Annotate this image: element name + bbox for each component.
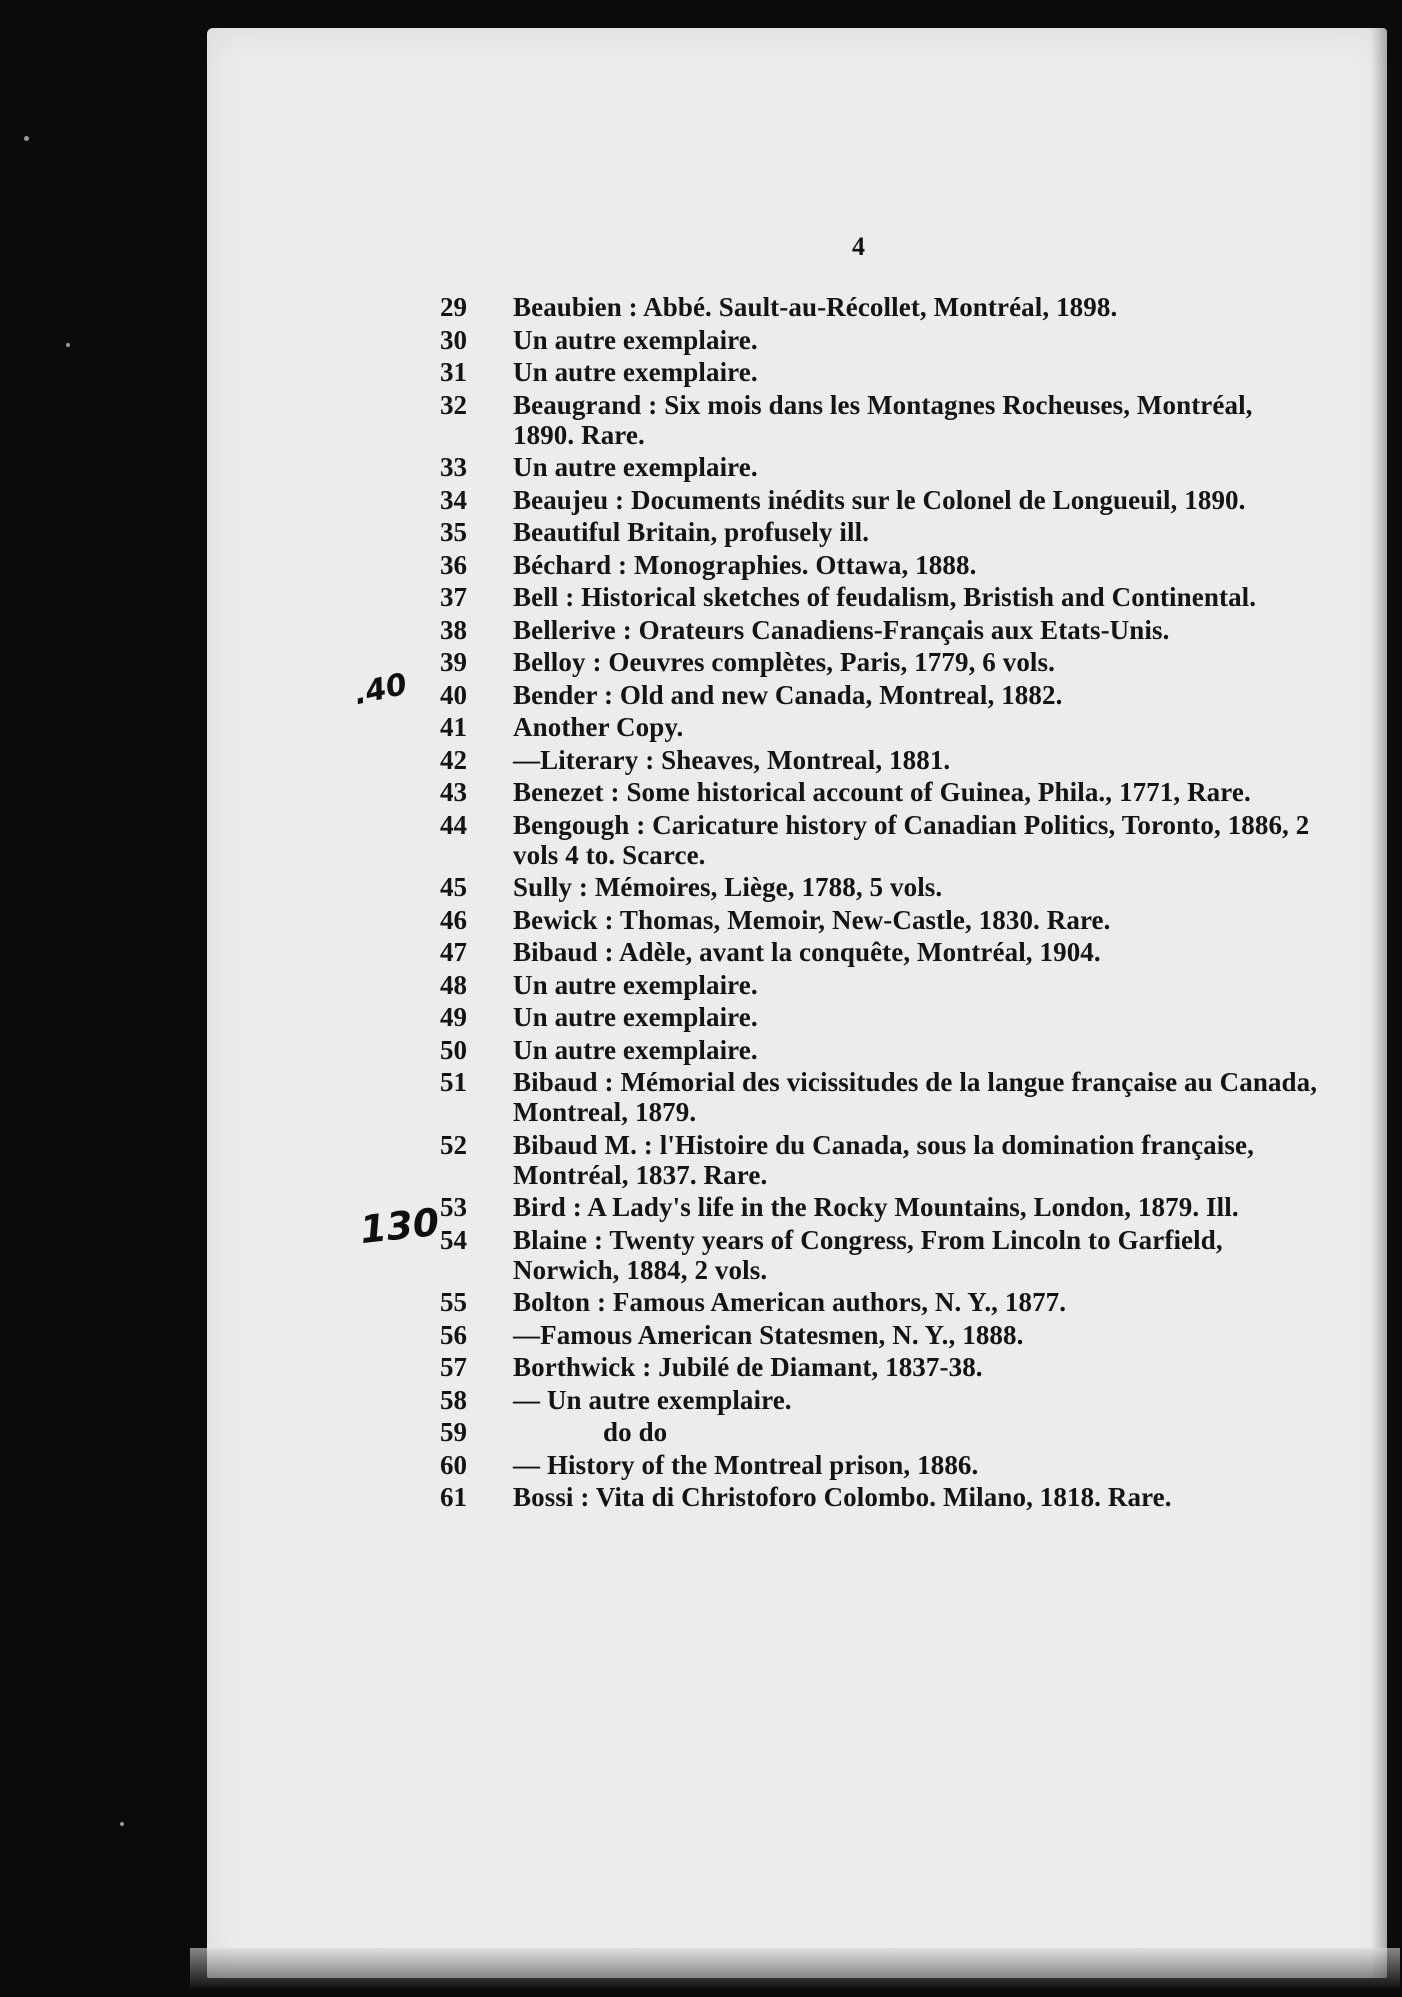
entry-number: 59 <box>440 1417 467 1447</box>
page-bottom-shadow <box>190 1948 1400 1988</box>
entry-number: 57 <box>440 1352 467 1382</box>
entry-text: Bender : Old and new Canada, Montreal, 1882. <box>513 679 1063 710</box>
catalogue-entry <box>440 1450 1320 1480</box>
entry-number: 50 <box>440 1034 467 1065</box>
entry-number: 60 <box>440 1449 467 1480</box>
catalogue-entry <box>440 712 1320 742</box>
catalogue-entry <box>440 1035 1320 1065</box>
entry-text: Benezet : Some historical account of Guinea, Phila., 1771, Rare. <box>513 777 1251 807</box>
catalogue-entry <box>440 1130 1320 1190</box>
entry-text: Un autre exemplaire. <box>513 357 758 387</box>
entry-number: 41 <box>440 712 467 742</box>
catalogue-entry <box>440 357 1320 387</box>
catalogue-entry <box>440 550 1320 580</box>
scan-speck <box>120 1822 124 1826</box>
catalogue-entry <box>440 1352 1320 1382</box>
entry-text: Another Copy. <box>513 712 684 742</box>
entry-number: 55 <box>440 1287 467 1317</box>
entry-text: Beaubien : Abbé. Sault-au-Récollet, Montréal, 1898. <box>513 292 1118 322</box>
entry-number: 42 <box>440 744 467 775</box>
entry-text: Un autre exemplaire. <box>513 969 758 1000</box>
catalogue-entry <box>440 292 1320 322</box>
catalogue-entry <box>440 582 1320 612</box>
entry-number: 61 <box>440 1482 467 1512</box>
entry-text: — Un autre exemplaire. <box>513 1384 792 1415</box>
entry-number: 39 <box>440 647 467 677</box>
entry-text: Bell : Historical sketches of feudalism, Bristish and Continental. <box>513 582 1257 612</box>
entry-number: 33 <box>440 452 467 482</box>
entry-number: 34 <box>440 484 467 515</box>
entry-text: Bibaud : Mémorial des vicissitudes de la langue française au Canada, Montreal, 1879. <box>513 1067 1318 1127</box>
entry-text: Blaine : Twenty years of Congress, From Lincoln to Garfield, Norwich, 1884, 2 vols. <box>513 1224 1223 1285</box>
entry-number: 40 <box>440 679 467 710</box>
entry-number: 52 <box>440 1129 467 1160</box>
catalogue-entry <box>440 872 1320 902</box>
catalogue-entry <box>440 1482 1320 1512</box>
page-number: 4 <box>852 232 865 261</box>
entry-number: 37 <box>440 582 467 612</box>
entry-text: —Literary : Sheaves, Montreal, 1881. <box>513 744 951 775</box>
scan-speck <box>24 136 29 141</box>
entry-text: Béchard : Monographies. Ottawa, 1888. <box>513 549 977 580</box>
entry-text: — History of the Montreal prison, 1886. <box>513 1449 979 1480</box>
entry-number: 53 <box>440 1192 467 1222</box>
catalogue-entry <box>440 1002 1320 1032</box>
entry-text: Sully : Mémoires, Liège, 1788, 5 vols. <box>513 872 943 902</box>
entry-number: 46 <box>440 904 467 935</box>
entry-text: Belloy : Oeuvres complètes, Paris, 1779, 6 vols. <box>513 647 1055 677</box>
entry-text: Bibaud M. : l'Histoire du Canada, sous la domination française, Montréal, 1837. Rare. <box>513 1129 1254 1190</box>
entry-text: Un autre exemplaire. <box>513 1034 758 1065</box>
entry-number: 32 <box>440 389 467 420</box>
catalogue-entry <box>440 615 1320 645</box>
catalogue-entry <box>440 1385 1320 1415</box>
entry-number: 51 <box>440 1067 467 1097</box>
entry-number: 48 <box>440 969 467 1000</box>
catalogue-entry <box>440 485 1320 515</box>
catalogue-entry <box>440 1320 1320 1350</box>
entry-number: 43 <box>440 777 467 807</box>
catalogue-entry <box>440 1417 1320 1447</box>
entry-number: 44 <box>440 809 467 840</box>
entry-number: 35 <box>440 517 467 547</box>
catalogue-entry <box>440 647 1320 677</box>
entry-text: Un autre exemplaire. <box>513 324 758 355</box>
entry-text: Beautiful Britain, profusely ill. <box>513 517 870 547</box>
catalogue-entry <box>440 777 1320 807</box>
entry-number: 38 <box>440 614 467 645</box>
catalogue-entry <box>440 810 1320 870</box>
handwritten-annotation: 130 <box>357 1199 442 1253</box>
catalogue-entry <box>440 1287 1320 1317</box>
catalogue-entry <box>440 390 1320 450</box>
entry-number: 30 <box>440 324 467 355</box>
entry-text: Bellerive : Orateurs Canadiens-Français aux Etats-Unis. <box>513 614 1170 645</box>
entry-number: 29 <box>440 292 467 322</box>
entry-text: Un autre exemplaire. <box>513 452 758 482</box>
catalogue-entry <box>440 452 1320 482</box>
scan-speck <box>66 343 70 347</box>
entry-text: Bibaud : Adèle, avant la conquête, Montréal, 1904. <box>513 937 1101 967</box>
catalogue-entries-list <box>440 292 1320 1515</box>
catalogue-entry <box>440 937 1320 967</box>
entry-number: 49 <box>440 1002 467 1032</box>
entry-text: Bolton : Famous American authors, N. Y., 1877. <box>513 1287 1067 1317</box>
entry-text: do do <box>603 1417 668 1447</box>
catalogue-entry <box>440 970 1320 1000</box>
entry-number: 36 <box>440 549 467 580</box>
catalogue-entry <box>440 325 1320 355</box>
catalogue-entry <box>440 680 1320 710</box>
entry-number: 45 <box>440 872 467 902</box>
entry-number: 54 <box>440 1224 467 1255</box>
entry-text: Beaugrand : Six mois dans les Montagnes Rocheuses, Montréal, 1890. Rare. <box>513 389 1253 450</box>
entry-number: 31 <box>440 357 467 387</box>
entry-text: Borthwick : Jubilé de Diamant, 1837-38. <box>513 1352 983 1382</box>
entry-text: Un autre exemplaire. <box>513 1002 758 1032</box>
entry-text: Bewick : Thomas, Memoir, New-Castle, 1830. Rare. <box>513 904 1111 935</box>
entry-text: —Famous American Statesmen, N. Y., 1888. <box>513 1319 1024 1350</box>
entry-number: 56 <box>440 1319 467 1350</box>
entry-number: 47 <box>440 937 467 967</box>
catalogue-entry <box>440 905 1320 935</box>
handwritten-annotation: .40 <box>350 666 411 713</box>
entry-text: Bossi : Vita di Christoforo Colombo. Milano, 1818. Rare. <box>513 1482 1172 1512</box>
entry-number: 58 <box>440 1384 467 1415</box>
catalogue-entry <box>440 1067 1320 1127</box>
catalogue-entry <box>440 1192 1320 1222</box>
catalogue-entry <box>440 1225 1320 1285</box>
catalogue-entry <box>440 517 1320 547</box>
entry-text: Bird : A Lady's life in the Rocky Mountains, London, 1879. Ill. <box>513 1192 1239 1222</box>
catalogue-entry <box>440 745 1320 775</box>
entry-text: Bengough : Caricature history of Canadian Politics, Toronto, 1886, 2 vols 4 to. Scarce. <box>513 809 1310 870</box>
entry-text: Beaujeu : Documents inédits sur le Colonel de Longueuil, 1890. <box>513 484 1246 515</box>
